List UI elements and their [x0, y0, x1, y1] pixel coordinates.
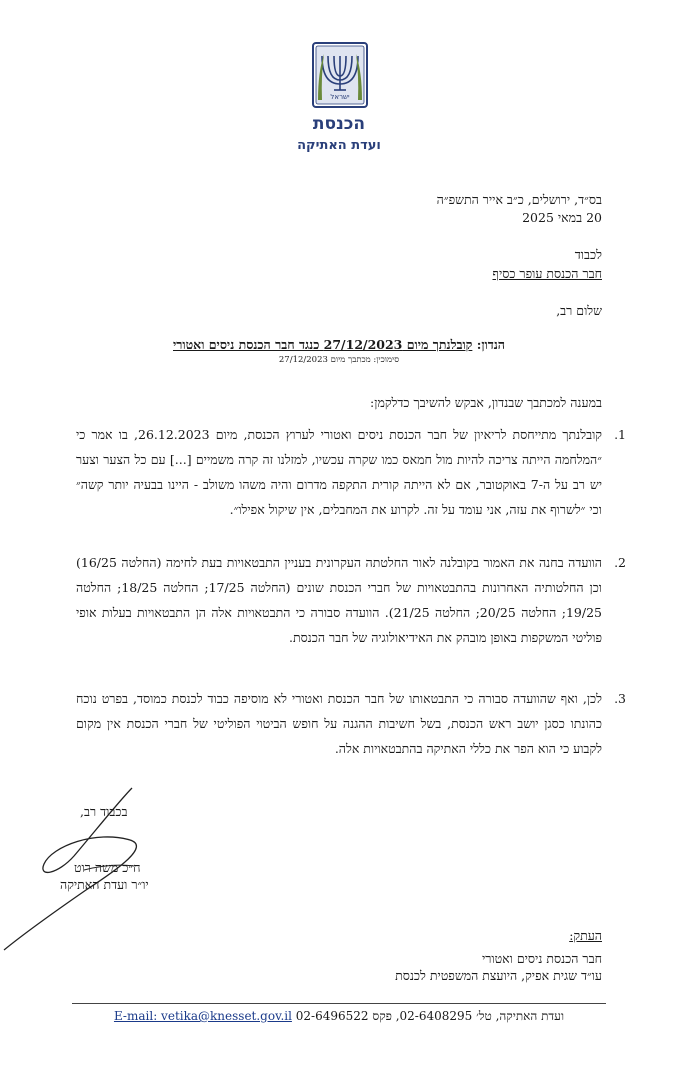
paragraph-3	[76, 686, 626, 761]
subject-text: קובלנתך מיום 27/12/2023 כנגד חבר הכנסת ניסים ואטורי	[173, 337, 473, 352]
org-name: הכנסת	[312, 114, 366, 134]
paragraph-number: 1.	[614, 427, 626, 442]
paragraph-number: 3.	[614, 691, 626, 706]
footer-contact: ועדת האתיקה, טל׳ 02-6408295, פקס 02-6496522	[295, 1009, 565, 1023]
paragraph-1	[76, 422, 626, 522]
paragraph-number: 2.	[614, 555, 626, 570]
signer-name: ח״כ משה רוט	[74, 860, 141, 875]
cc-item: עו״ד שגית אפיק, היועצת המשפטית לכנסת	[395, 968, 602, 983]
menorah-emblem-icon	[312, 42, 368, 108]
date-hebrew: בס״ד, ירושלים, כ״ב אייר התשפ״ה	[436, 192, 602, 207]
signer-title: יו״ר ועדת האתיקה	[60, 877, 149, 892]
subject-label: הנדון:	[476, 337, 505, 352]
cc-label: העתק:	[569, 928, 602, 943]
paragraph-2	[76, 550, 626, 650]
signature-block	[0, 760, 678, 980]
subject-line	[0, 337, 678, 353]
intro-text: במענה למכתבך שבנדון, אבקש להשיבך כדלקמן:	[370, 395, 602, 410]
date-gregorian: 20 במאי 2025	[522, 210, 602, 225]
footer-email-link[interactable]: E-mail: vetika@knesset.gov.il	[113, 1009, 292, 1023]
greeting: שלום רב,	[556, 303, 602, 318]
paragraph-text: הוועדה בחנה את האמור בקובלנה לאור החלטתה העקרונית בעניין התבטאויות בעת לחימה (החלטה 16/25) וכן החלטותיה האחרונות בהתבטאויות של חברי הכנסת שונים (החלטה 17/25; החלטה 18/25; החלטה 19/25; החלטה 20/25; החלטה 21/25). הוועדה סבורה כי התבטאויות אלה הן התבטאויות בעלות אופי פוליטי המשקפות באופן מובהק את האידיאולוגיה של חבר הכנסת.	[76, 555, 602, 645]
paragraph-text: קובלנתך מתייחסת לריאיון של חבר הכנסת ניסים ואטורי לערוץ הכנסת, מיום 26.12.2023, בו אמר כי ״המלחמה הייתה צריכה להיות מול חמאס כמו שקרה עכשיו, למזלנו זה קרה משמיים [...] עם כל הצער וצער יש רב על ה-7 באוקטובר, אם לא הייתה קורית התקפה מדרום והיה משהו משולב - היינו בבעיה יותר קשה״ וכי ״לשרוף את עזה, אני עומד על זה. לקרוע את המחבלים, אין שיקול אפילו״.	[76, 427, 602, 517]
footer-divider	[72, 1003, 606, 1004]
cc-item: חבר הכנסת ניסים ואטורי	[482, 951, 602, 966]
emblem-text: ישראל	[330, 93, 350, 101]
committee-name: ועדת האתיקה	[297, 138, 381, 153]
signature-closing: בכבוד רב,	[80, 804, 128, 819]
paragraph-text: לכן, ואף שהוועדה סבורה כי התבטאותו של חבר הכנסת ואטורי לא מוסיפה כבוד לכנסת כמוסד, בפרט נוכח כהונתו כסגן יושב ראש הכנסת, בשל חשיבות ההגנה על חופש הביטוי הפוליטי של חברי הכנסת אין מקום לקבוע כי הוא הפר את כללי האתיקה בהתבטאויות אלה.	[76, 691, 602, 756]
subject-reference: סימוכין: מכתבך מיום 27/12/2023	[278, 355, 400, 365]
recipient-name: חבר הכנסת עופר כסיף	[492, 266, 602, 281]
footer	[0, 1009, 678, 1024]
recipient-salutation: לכבוד	[574, 247, 602, 262]
